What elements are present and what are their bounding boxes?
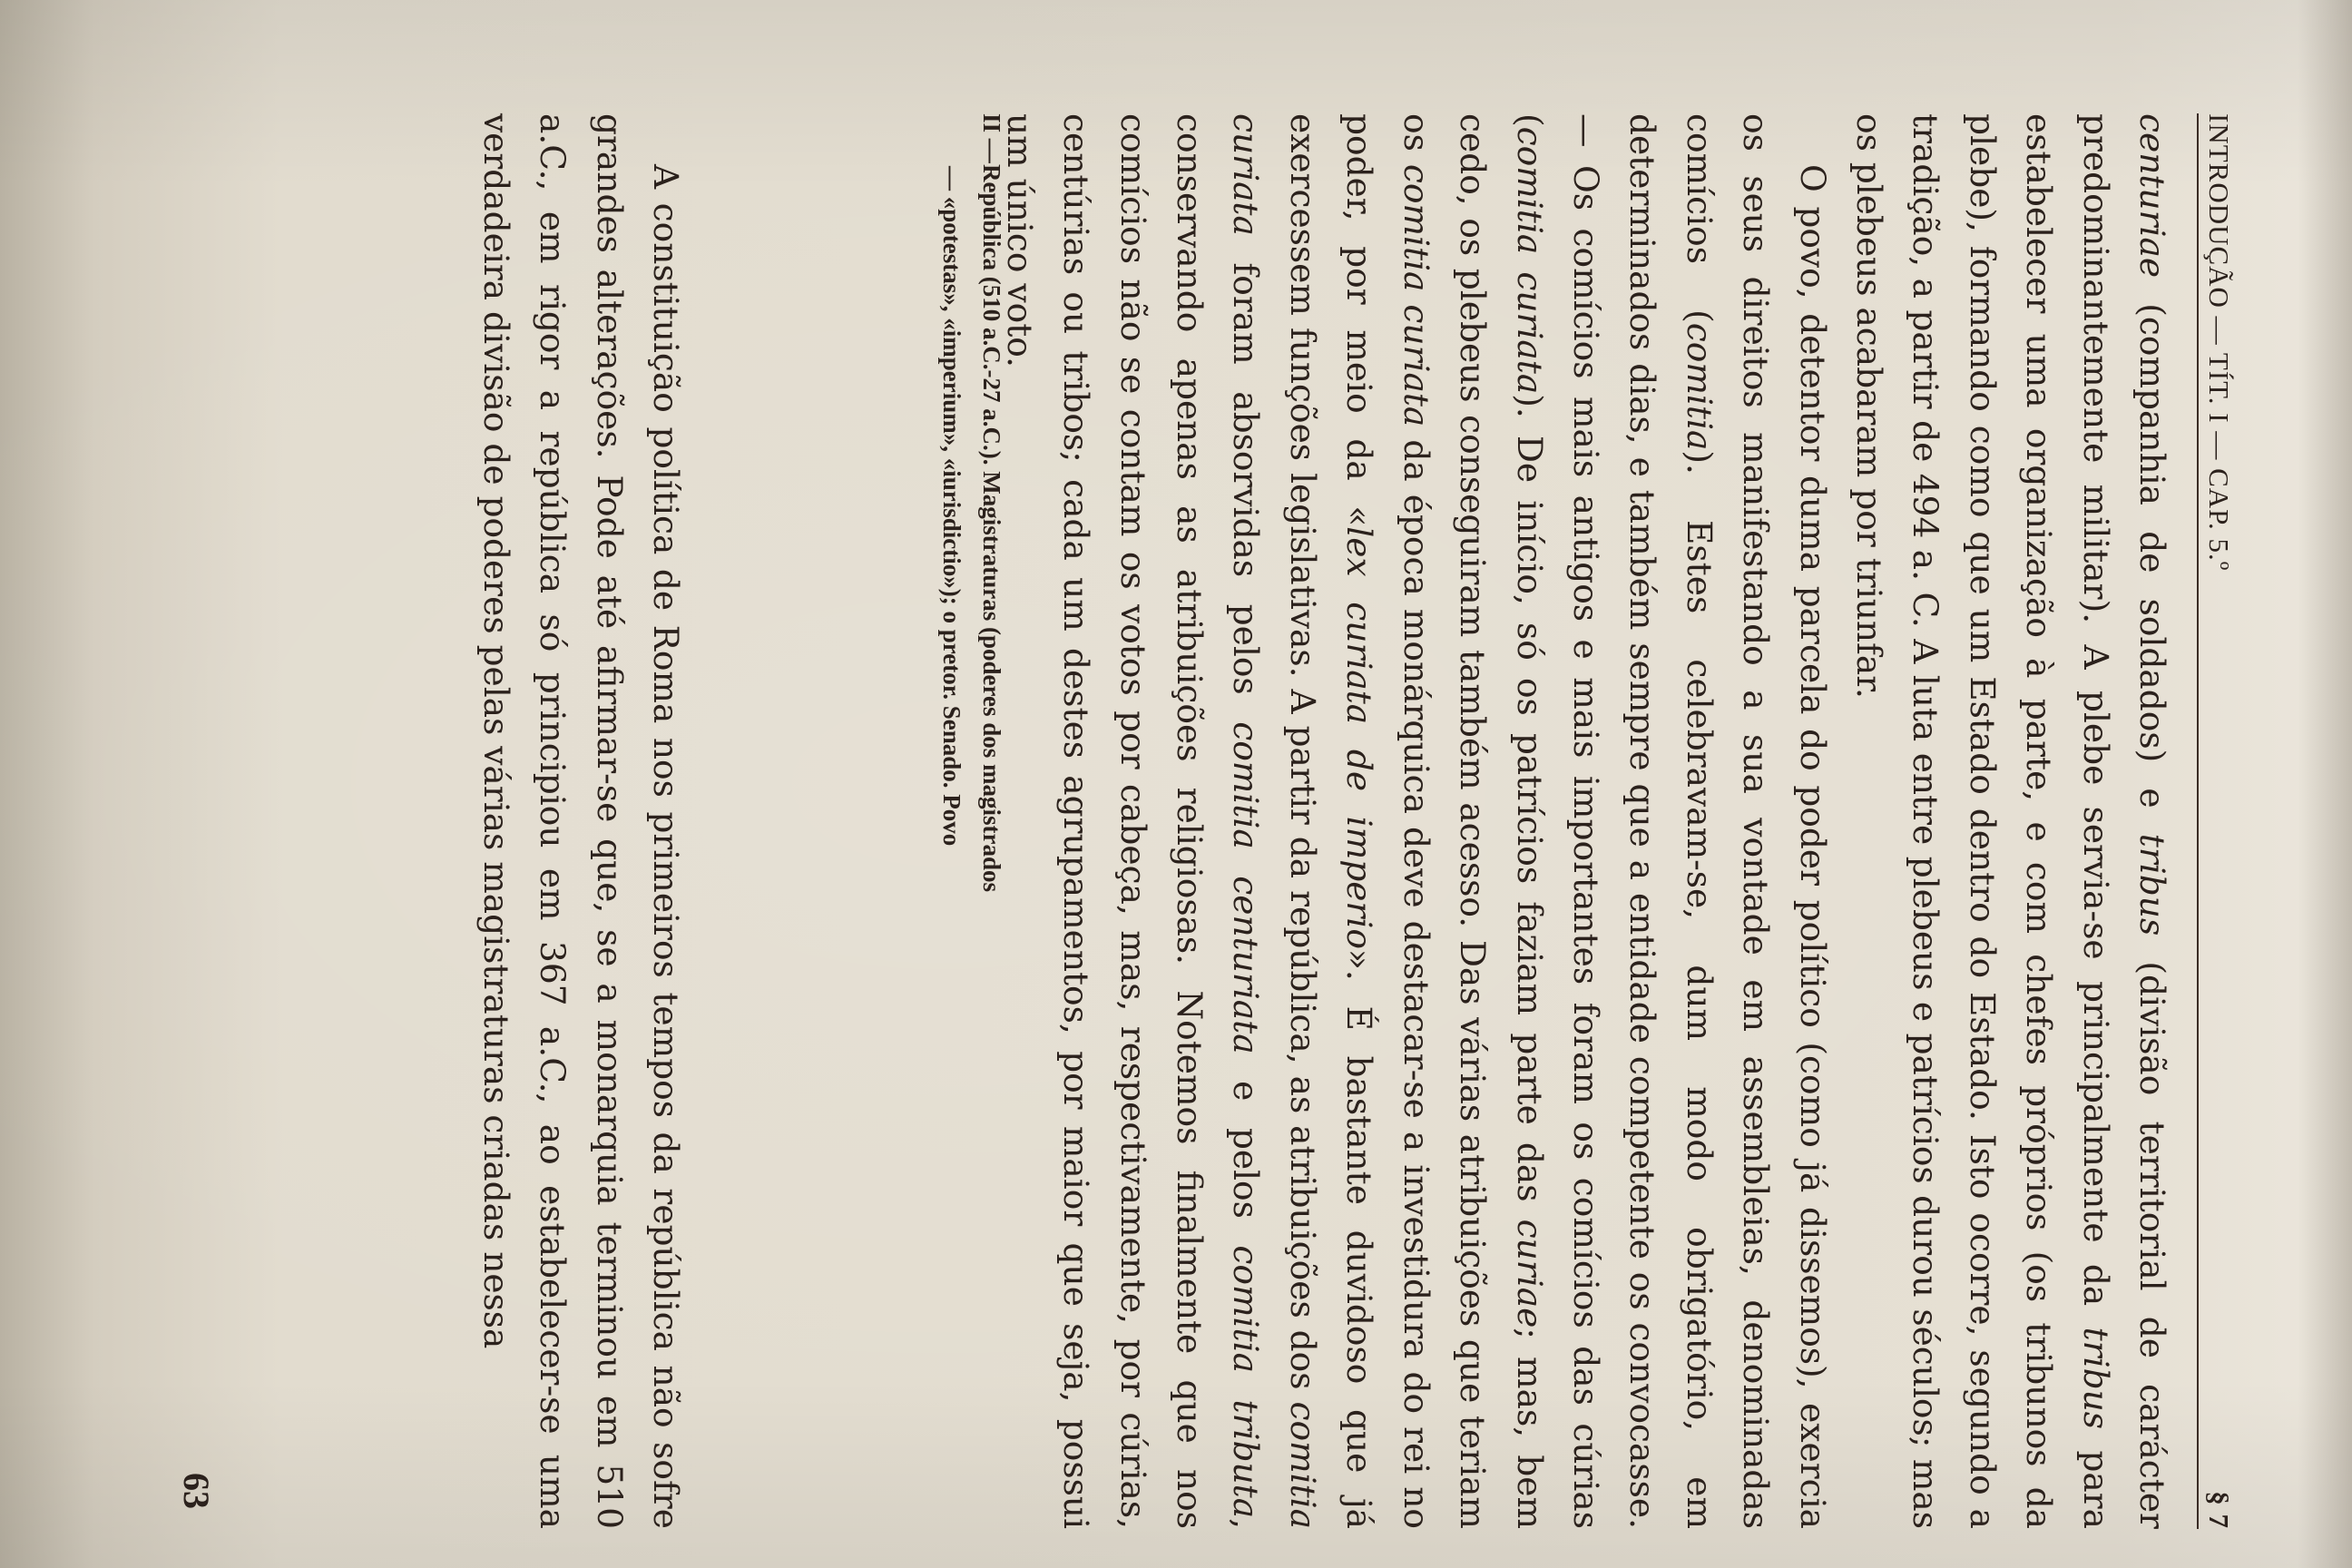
italic-term: tribus: [2132, 833, 2172, 936]
italic-term: comitia curiata: [1226, 113, 1323, 1529]
body-text-bottom: [467, 113, 694, 1529]
text-run: para estabelecer uma organização à parte, e com chefes próprios (os tribunos da plebe), formando como que um Estado dentro do Estado. Isto ocorre, segundo a tradição, a partir de 494 a. C. A luta entre plebeus e patrícios durou séculos; mas os plebeus acabaram por triunfar.: [1848, 113, 2116, 1529]
italic-term: comitia curiata: [1509, 126, 1550, 395]
page-edge-shadow: [2298, 0, 2352, 1568]
text-run: (divisão territorial de carácter predominantemente militar). A plebe servia-se principalmente da: [2075, 113, 2172, 1529]
italic-term: comitia centuriata: [1226, 721, 1267, 1054]
text-run: ). Estes celebravam-se, dum modo obrigatório, em determinados dias, e também sempre que a entidade competente os convocasse. — Os comícios mais antigos e mais importantes foram os comícios das cúrias (: [1509, 113, 1720, 1530]
italic-term: lex curiata de imperio: [1339, 526, 1380, 949]
italic-term: comitia: [1679, 322, 1720, 451]
paragraph-1: [1841, 113, 2180, 1529]
italic-term: comitia tributa: [1226, 1245, 1267, 1519]
page-number: 63: [176, 1473, 217, 1509]
text-run: foram absorvidas pelos: [1226, 235, 1267, 722]
section-heading-line-1: [972, 113, 1012, 1529]
italic-term: curiae: [1509, 1219, 1550, 1328]
section-reference: § 7: [2203, 1491, 2235, 1529]
section-heading-number: II —: [978, 113, 1005, 163]
body-text-top: [991, 113, 2180, 1529]
running-title: INTRODUÇÃO — TÍT. I — CAP. 5.º: [2203, 113, 2235, 572]
text-run: e pelos: [1226, 1054, 1267, 1246]
text-run: ». É bastante duvidoso que já exercessem funções legislativas. A partir da república, as atribuições dos: [1282, 113, 1380, 1529]
section-heading: [932, 113, 1012, 1529]
italic-term: comitia curiata: [1396, 163, 1436, 427]
paragraph-2: [991, 113, 1840, 1529]
running-header: [2197, 113, 2237, 1529]
text-run: O povo, detentor duma parcela do poder político (como já dissemos), exercia os seus direitos manifestando a sua vontade em assembleias, denominadas comícios (: [1679, 113, 1833, 1529]
text-run: , conservando apenas as atribuições religiosas. Notemos finalmente que nos comícios não se contam os votos por cabeça, mas, respectivamente, por cúrias, centúrias ou tribos; cada um destes agrupamentos, por maior que seja, possui um único voto.: [999, 113, 1267, 1530]
text-run: da época monárquica deve destacar-se a investidura do rei no poder, por meio da «: [1339, 113, 1436, 1529]
text-run: ; mas, bem cedo, os plebeus conseguiram também acesso. Das várias atribuições que teriam os: [1396, 113, 1550, 1530]
section-heading-line-2: — «potestas», «imperium», «iurisdictio»); o pretor. Senado. Povo: [938, 166, 965, 847]
section-heading-text-1: República (510 a.C.-27 a.C.). Magistraturas (poderes dos magistrados: [978, 164, 1005, 892]
text-run: (companhia de soldados) e: [2132, 278, 2172, 834]
text-run: ). De início, só os patrícios faziam parte das: [1509, 394, 1550, 1220]
rotated-page-content: [176, 113, 2237, 1530]
paragraph-3: A constituição política de Roma nos primeiros tempos da república não sofre grandes alterações. Pode até afirmar-se que, se a monarquia terminou em 510 a.C., em rigor a república só principiou em 367 a.C., ao estabelecer-se uma verdadeira divisão de poderes pelas várias magistraturas criadas nessa: [475, 113, 686, 1529]
italic-term: tribus: [2075, 1327, 2116, 1429]
italic-term: centuriae: [2132, 113, 2172, 279]
